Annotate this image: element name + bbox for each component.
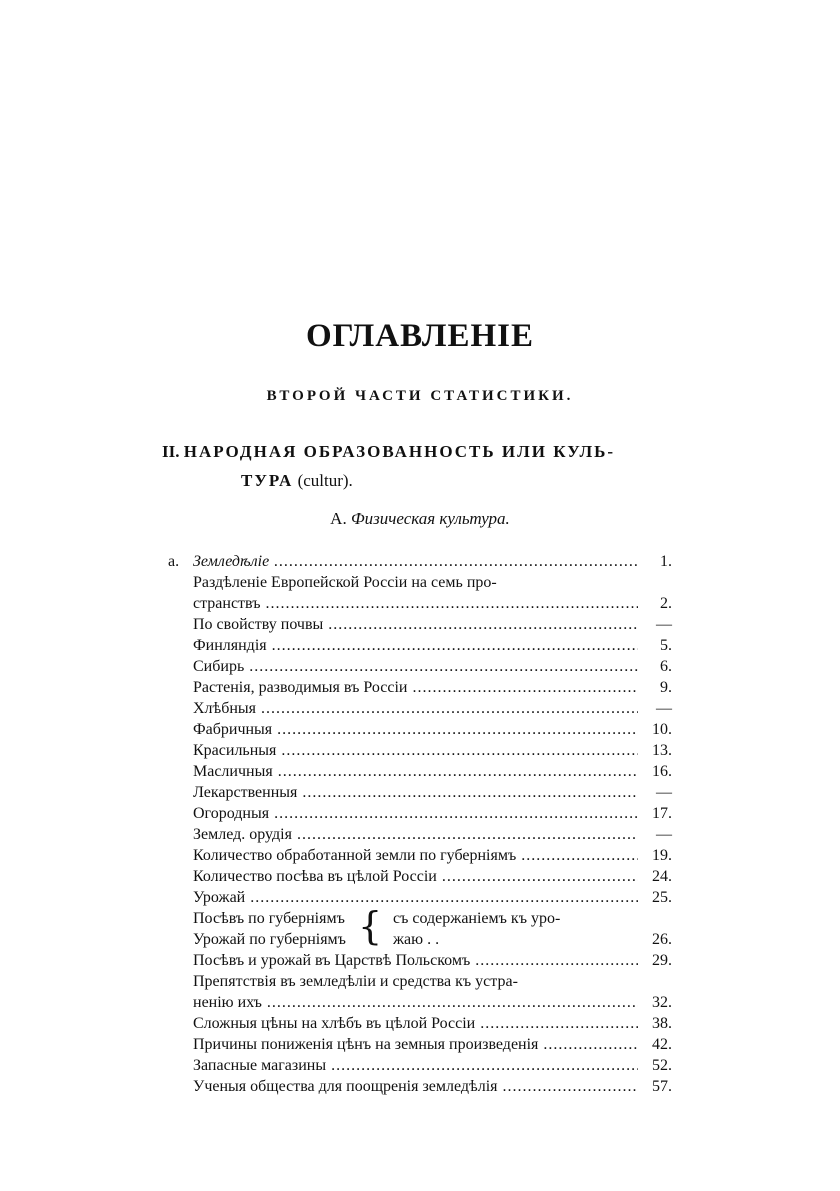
toc-entry (168, 803, 672, 824)
toc-entry-title: Урожай по губерніямъ (193, 931, 346, 948)
toc-entry-page: 19. (652, 847, 672, 864)
toc-entry-page: — (656, 700, 672, 717)
toc-entry (168, 740, 672, 761)
toc-entry-title: Урожай ..... (193, 887, 638, 908)
toc-entry-title: странствъ ..... (193, 593, 638, 614)
section-title-latin: (cultur). (297, 471, 353, 490)
toc-entry (168, 845, 672, 866)
section-heading-line2 (162, 466, 670, 495)
toc-entry (168, 677, 672, 698)
toc-entry-page: 17. (652, 805, 672, 822)
toc-entry-title: Огородныя ..... (193, 803, 638, 824)
toc-entry-page: 52. (652, 1057, 672, 1074)
page-subtitle: ВТОРОЙ ЧАСТИ СТАТИСТИКИ. (266, 388, 574, 404)
section-heading-line1 (162, 437, 670, 466)
toc-entry-page: — (656, 826, 672, 843)
toc-entry-page: 9. (660, 679, 672, 696)
toc-entry-title: Растенія, разводимыя въ Россіи ..... (193, 677, 638, 698)
toc-entry-title: Лекарственныя ..... (193, 782, 638, 803)
toc-entry (168, 593, 672, 614)
page-title: ОГЛАВЛЕНІЕ (306, 318, 534, 354)
toc-entry-title: Раздѣленіе Европейской Россіи на семь про- (193, 574, 497, 591)
toc-entry-page: 26. (652, 931, 672, 948)
subsection-title: Физическая культура. (350, 509, 510, 528)
toc-entry (168, 551, 672, 572)
toc-entry-title: ненію ихъ ..... (193, 992, 638, 1013)
toc-entry-page: 5. (660, 637, 672, 654)
toc-entry-title: Хлѣбныя ..... (193, 698, 638, 719)
toc-entry (168, 614, 672, 635)
toc-entry (168, 887, 672, 908)
toc-entry (168, 824, 672, 845)
toc-entry (168, 971, 672, 992)
toc-entry-page: 42. (652, 1036, 672, 1053)
toc-entry-page: — (656, 616, 672, 633)
subsection-heading (0, 509, 840, 529)
toc-entry-page: 32. (652, 994, 672, 1011)
toc-entry-title: По свойству почвы ..... (193, 614, 638, 635)
toc-entry (168, 1034, 672, 1055)
toc-entry-title: Препятствія въ земледѣліи и средства къ устра- (193, 973, 518, 990)
toc-entry-title: Землед. орудія ..... (193, 824, 638, 845)
toc-entry-page: 25. (652, 889, 672, 906)
toc-entry-title: Количество обработанной земли по губерніямъ ..... (193, 845, 638, 866)
toc-entry-title: Причины пониженія цѣнъ на земныя произведенія ..... (193, 1034, 638, 1055)
toc-entry (168, 1013, 672, 1034)
toc-entry (168, 572, 672, 593)
toc-entry-page: 13. (652, 742, 672, 759)
toc-entry-page: 1. (660, 553, 672, 570)
toc-entry (168, 950, 672, 971)
toc-entry-title: Сложныя цѣны на хлѣбъ въ цѣлой Россіи ..... (193, 1013, 638, 1034)
toc-entry (168, 635, 672, 656)
toc-entry-page: 29. (652, 952, 672, 969)
toc-entry-page: — (656, 784, 672, 801)
toc-list (168, 551, 672, 1097)
toc-brace-note-line2: жаю . . (393, 931, 440, 948)
section-title-part2: ТУРА (241, 471, 294, 490)
toc-entry (168, 1055, 672, 1076)
brace-icon: { (358, 904, 383, 948)
section-heading (162, 437, 670, 495)
toc-entry-title: Красильныя ..... (193, 740, 638, 761)
toc-entry (168, 656, 672, 677)
toc-entry (168, 719, 672, 740)
toc-entry-page: 6. (660, 658, 672, 675)
toc-entry-title: Запасные магазины ..... (193, 1055, 638, 1076)
toc-entry (168, 782, 672, 803)
toc-entry (168, 761, 672, 782)
toc-entry-title: Ученыя общества для поощренія земледѣлія ..... (193, 1076, 638, 1097)
toc-entry-title: Фабричныя ..... (193, 719, 638, 740)
subsection-letter: А. (330, 509, 347, 528)
toc-entry-title: Земледѣліе ..... (193, 551, 638, 572)
toc-entry-page: 10. (652, 721, 672, 738)
toc-entry-title: Количество посѣва въ цѣлой Россіи ..... (193, 866, 638, 887)
toc-entry-page: 38. (652, 1015, 672, 1032)
toc-entry-marker: а. (168, 553, 180, 570)
section-number: II. (162, 442, 180, 461)
toc-entry (168, 992, 672, 1013)
toc-entry (168, 866, 672, 887)
toc-entry-title: Финляндія ..... (193, 635, 638, 656)
toc-entry-page: 57. (652, 1078, 672, 1095)
toc-entry-page: 16. (652, 763, 672, 780)
toc-entry-title: Сибирь ..... (193, 656, 638, 677)
toc-entry (168, 698, 672, 719)
toc-brace-note-line1: съ содержаніемъ къ уро- (393, 910, 561, 927)
toc-entry-title: Посѣвъ по губерніямъ (193, 910, 345, 927)
section-title-part1: НАРОДНАЯ ОБРАЗОВАННОСТЬ ИЛИ КУЛЬ- (183, 442, 616, 461)
toc-entry-title: Посѣвъ и урожай въ Царствѣ Польскомъ ..... (193, 950, 638, 971)
toc-entry-brace-group (168, 929, 672, 950)
toc-entry-page: 24. (652, 868, 672, 885)
toc-entry-title: Масличныя ..... (193, 761, 638, 782)
toc-entry-page: 2. (660, 595, 672, 612)
toc-entry (168, 1076, 672, 1097)
